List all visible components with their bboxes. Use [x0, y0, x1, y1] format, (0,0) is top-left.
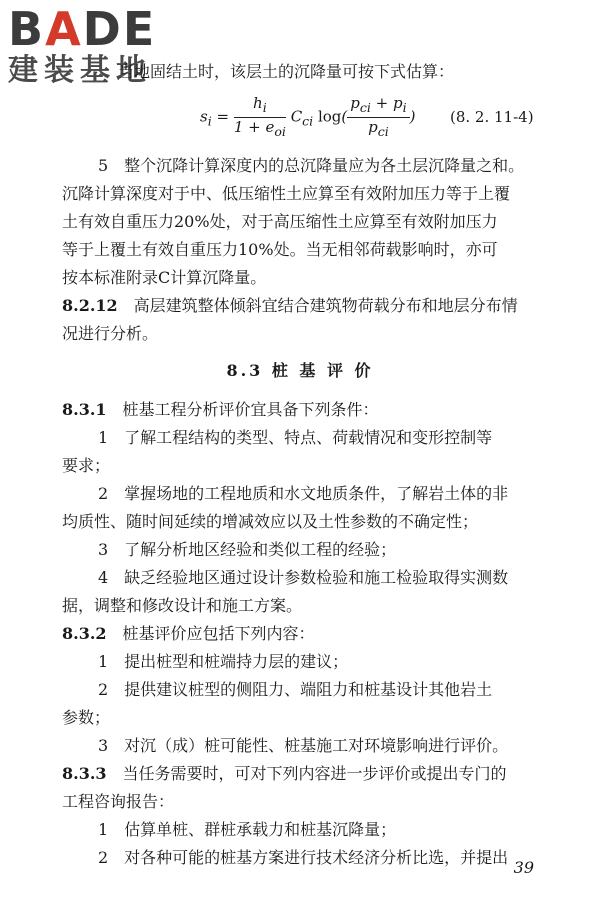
text-line-12: 2 掌握场地的工程地质和水文地质条件，了解岩土体的非 [98, 484, 509, 503]
text-line-14: 3 了解分析地区经验和类似工程的经验； [98, 540, 397, 559]
text-line-13: 均质性、随时间延续的增减效应以及土性参数的不确定性； [62, 512, 479, 531]
fraction-h-over-e: $\frac{h_i}{1 + e_{oi}}$ [233, 94, 286, 139]
formula-8-2-11-4: $s_i$ = $\frac{h_i}{1 + e_{oi}}$ $C_{ci}$ log( $\frac{p_{ci} + p_i}{p_{ci}}$ ) (8. 2. 11-4) [200, 94, 534, 139]
text-line-5: 等于上覆土有效自重压力10%处。当无相邻荷载影响时，亦可 [62, 240, 498, 259]
text-line-25: 2 对各种可能的桩基方案进行技术经济分析比选，并提出 [98, 848, 509, 867]
clause-8-3-3: 8.3.3 当任务需要时，可对下列内容进一步评价或提出专门的 [62, 764, 507, 783]
clause-8-3-2: 8.3.2 桩基评价应包括下列内容： [62, 624, 315, 643]
text-line-24: 1 估算单桩、群桩承载力和桩基沉降量； [98, 820, 397, 839]
text-line-16: 据，调整和修改设计和施工方案。 [62, 596, 303, 615]
fraction-pressure-ratio: $\frac{p_{ci} + p_i}{p_{ci}}$ [347, 94, 409, 141]
logo-tagline: 建装基地 [8, 53, 152, 88]
text-line-6: 按本标准附录C计算沉降量。 [62, 268, 267, 287]
text-line-10: 1 了解工程结构的类型、特点、荷载情况和变形控制等 [98, 428, 493, 447]
text-line-11: 要求； [62, 456, 111, 475]
page-number: 39 [513, 858, 534, 877]
text-line-1: 当地固结土时，该层土的沉降量可按下式估算： [118, 62, 455, 81]
text-line-15: 4 缺乏经验地区通过设计参数检验和施工检验取得实测数 [98, 568, 509, 587]
text-line-4: 土有效自重压力20%处，对于高压缩性土应算至有效附加压力 [62, 212, 498, 231]
clause-8-2-12: 8.2.12 高层建筑整体倾斜宜结合建筑物荷载分布和地层分布情 [62, 296, 518, 315]
text-line-23: 工程咨询报告： [62, 792, 175, 811]
text-line-20: 参数； [62, 708, 111, 727]
section-heading: 8.3 桩 基 评 价 [226, 361, 374, 380]
text-line-2: 5 整个沉降计算深度内的总沉降量应为各土层沉降量之和。 [98, 156, 525, 175]
text-line-8: 况进行分析。 [62, 324, 159, 343]
equation-number: (8. 2. 11-4) [450, 108, 534, 126]
text-line-21: 3 对沉（成）桩可能性、桩基施工对环境影响进行评价。 [98, 736, 509, 755]
text-line-3: 沉降计算深度对于中、低压缩性土应算至有效附加压力等于上覆 [62, 184, 511, 203]
site-logo [8, 2, 178, 96]
text-line-19: 2 提供建议桩型的侧阻力、端阻力和桩基设计其他岩土 [98, 680, 493, 699]
logo-brand: BADE [8, 2, 157, 56]
text-line-18: 1 提出桩型和桩端持力层的建议； [98, 652, 349, 671]
clause-8-3-1: 8.3.1 桩基工程分析评价宜具备下列条件： [62, 400, 379, 419]
